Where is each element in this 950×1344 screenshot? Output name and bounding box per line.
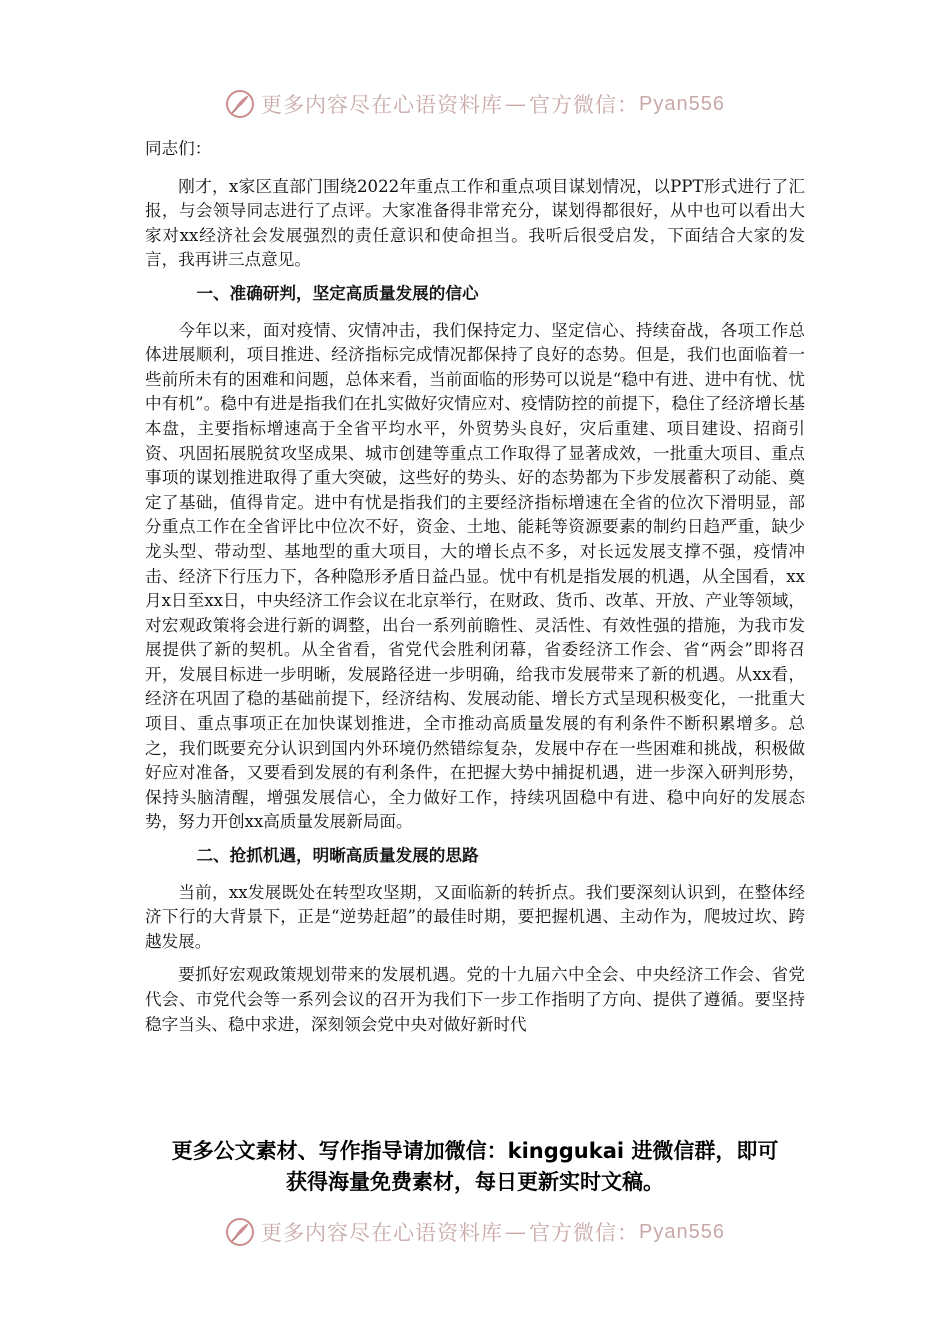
promo-banner: [0, 1136, 950, 1198]
section-1-heading: 一、准确研判，坚定高质量发展的信心: [196, 283, 479, 303]
watermark-official: 官方微信：: [529, 1221, 640, 1245]
document-body: [145, 137, 805, 1046]
watermark-dash: —: [505, 1220, 528, 1244]
section-2-paragraph-1: 当前，xx发展既处在转型攻坚期，又面临新的转折点。我们要深刻认识到，在整体经济下行的大背景下，正是“逆势赶超”的最佳时期，要把握机遇、主动作为，爬坡过坎、跨越发展。: [145, 882, 805, 951]
intro-paragraph: 刚才，x家区直部门围绕2022年重点工作和重点项目谋划情况，以PPT形式进行了汇报，与会领导同志进行了点评。大家准备得非常充分，谋划得都很好，从中也可以看出大家对xx经济社会发展强烈的责任意识和使命担当。我听后很受启发，下面结合大家的发言，我再讲三点意见。: [145, 176, 805, 270]
salutation: 同志们：: [145, 139, 212, 158]
watermark-official: 官方微信：: [529, 93, 640, 117]
footer-watermark: [0, 1212, 950, 1252]
section-1-paragraph: 今年以来，面对疫情、灾情冲击，我们保持定力、坚定信心、持续奋战，各项工作总体进展顺利，项目推进、经济指标完成情况都保持了良好的态势。但是，我们也面临着一些前所未有的困难和问题，总体来看，当前面临的形势可以说是“稳中有进、进中有忧、忧中有机”。稳中有进是指我们在扎实做好灾情应对、疫情防控的前提下，稳住了经济增长基本盘，主要指标增速高于全省平均水平，外贸势头良好，灾后重建、项目建设、招商引资、巩固拓展脱贫攻坚成果、城市创建等重点工作取得了显著成效，一批重大项目、重点事项的谋划推进取得了重大突破，这些好的势头、好的态势都为下步发展蓄积了动能、奠定了基础，值得肯定。进中有忧是指我们的主要经济指标增速在全省的位次下滑明显，部分重点工作在全省评比中位次不好，资金、土地、能耗等资源要素的制约日趋严重，缺少龙头型、带动型、基地型的重大项目，大的增长点不多，对长远发展支撑不强，疫情冲击、经济下行压力下，各种隐形矛盾日益凸显。忧中有机是指发展的机遇，从全国看，xx月x日至xx日，中央经济工作会议在北京举行，在财政、货币、改革、开放、产业等领域，对宏观政策将会进行新的调整，出台一系列前瞻性、灵活性、有效性强的措施，为我市发展提供了新的契机。从全省看，省党代会胜利闭幕，省委经济工作会、省“两会”即将召开，发展目标进一步明晰，发展路径进一步明确，给我市发展带来了新的机遇。从xx看，经济在巩固了稳的基础前提下，经济结构、发展动能、增长方式呈现积极变化，一批重大项目、重点事项正在加快谋划推进，全市推动高质量发展的有利条件不断积累增多。总之，我们既要充分认识到国内外环境仍然错综复杂，发展中存在一些困难和挑战，积极做好应对准备，又要看到发展的有利条件，在把握大势中捕捉机遇，进一步深入研判形势，保持头脑清醒，增强发展信心，全力做好工作，持续巩固稳中有进、稳中向好的发展态势，努力开创xx高质量发展新局面。: [145, 320, 805, 832]
quill-pen-icon: [225, 89, 255, 119]
section-2-paragraph-2: 要抓好宏观政策规划带来的发展机遇。党的十九届六中全会、中央经济工作会、省党代会、市党代会等一系列会议的召开为我们下一步工作指明了方向、提供了遵循。要坚持稳字当头、稳中求进，深刻领会党中央对做好新时代: [145, 965, 805, 1034]
promo-line-2: 获得海量免费素材，每日更新实时文稿。: [286, 1170, 664, 1194]
watermark-wechat-id: Pyan556: [639, 92, 725, 115]
section-2-heading: 二、抢抓机遇，明晰高质量发展的思路: [196, 846, 479, 866]
watermark-text: 更多内容尽在心语资料库: [261, 93, 504, 117]
header-watermark: [0, 84, 950, 124]
promo-line-1: 更多公文素材、写作指导请加微信：kinggukai 进微信群，即可: [171, 1139, 779, 1163]
watermark-text: 更多内容尽在心语资料库: [261, 1221, 504, 1245]
quill-pen-icon: [225, 1217, 255, 1247]
watermark-wechat-id: Pyan556: [639, 1220, 725, 1243]
watermark-dash: —: [505, 92, 528, 116]
